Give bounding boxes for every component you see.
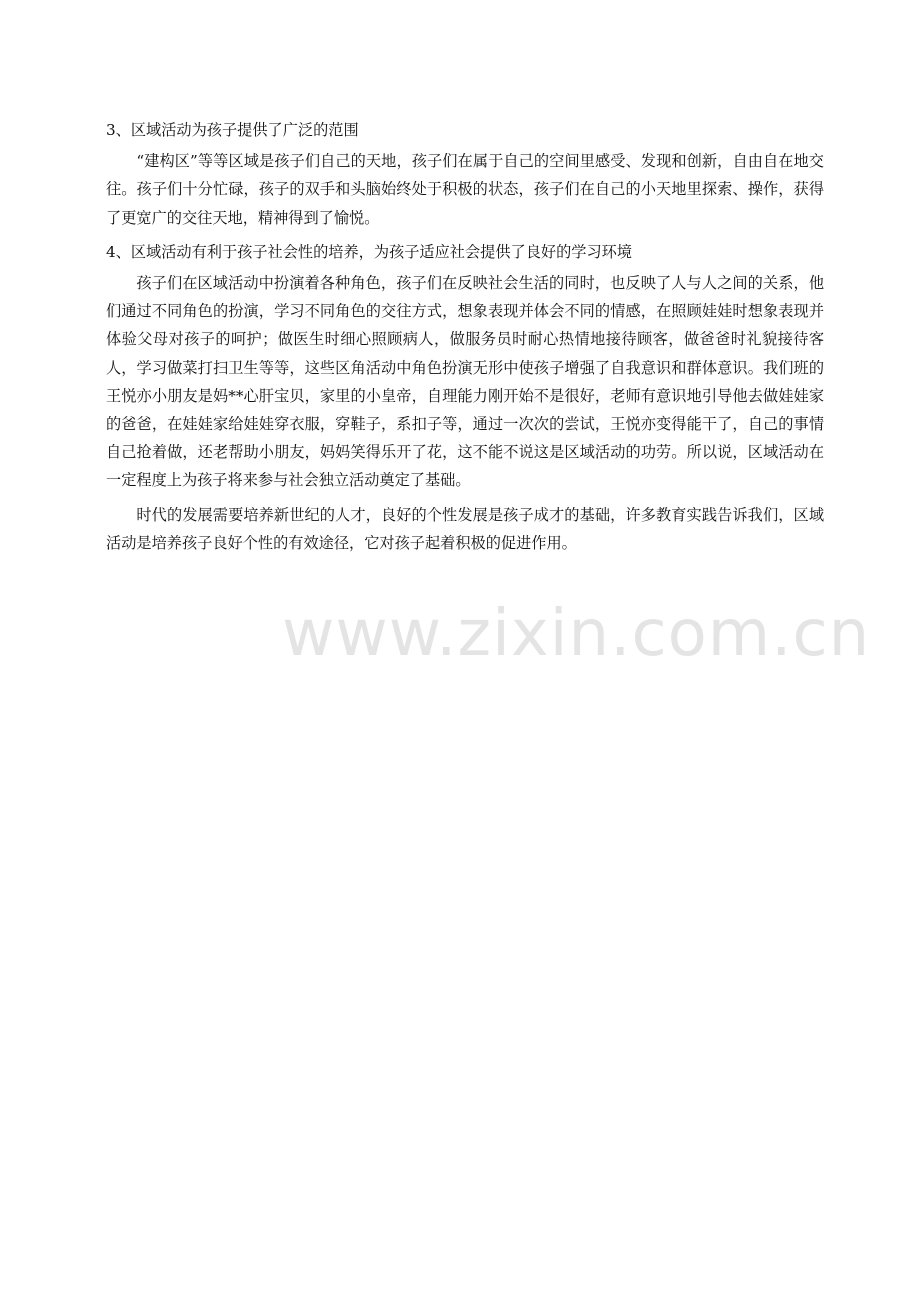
section-heading-4: 4、区域活动有利于孩子社会性的培养，为孩子适应社会提供了良好的学习环境	[106, 242, 633, 261]
conclusion-paragraph: 时代的发展需要培养新世纪的人才，良好的个性发展是孩子成才的基础，许多教育实践告诉我们，区域活动是培养孩子良好个性的有效途径，它对孩子起着积极的促进作用。	[106, 505, 824, 552]
watermark: www.zixin.com.cn	[282, 597, 871, 671]
section-paragraph-4: 孩子们在区域活动中扮演着各种角色，孩子们在反映社会生活的同时，也反映了人与人之间的关系，他们通过不同角色的扮演，学习不同角色的交往方式，想象表现并体会不同的情感，在照顾娃娃时想象表现并体验父母对孩子的呵护；做医生时细心照顾病人，做服务员时耐心热情地接待顾客，做爸爸时礼貌接待客人，学习做菜打扫卫生等等，这些区角活动中角色扮演无形中使孩子增强了自我意识和群体意识。我们班的王悦亦小朋友是妈**心肝宝贝，家里的小皇帝，自理能力刚开始不是很好，老师有意识地引导他去做娃娃家的爸爸，在娃娃家给娃娃穿衣服，穿鞋子，系扣子等，通过一次次的尝试，王悦亦变得能干了，自己的事情自己抢着做，还老帮助小朋友，妈妈笑得乐开了花，这不能不说这是区域活动的功劳。所以说，区域活动在一定程度上为孩子将来参与社会独立活动奠定了基础。	[106, 274, 824, 490]
section-paragraph-3: “建构区”等等区域是孩子们自己的天地，孩子们在属于自己的空间里感受、发现和创新，自由自在地交往。孩子们十分忙碌，孩子的双手和头脑始终处于积极的状态，孩子们在自己的小天地里探索、操作，获得了更宽广的交往天地，精神得到了愉悦。	[106, 152, 824, 227]
document-body	[106, 116, 824, 563]
section-heading-3: 3、区域活动为孩子提供了广泛的范围	[106, 121, 359, 139]
